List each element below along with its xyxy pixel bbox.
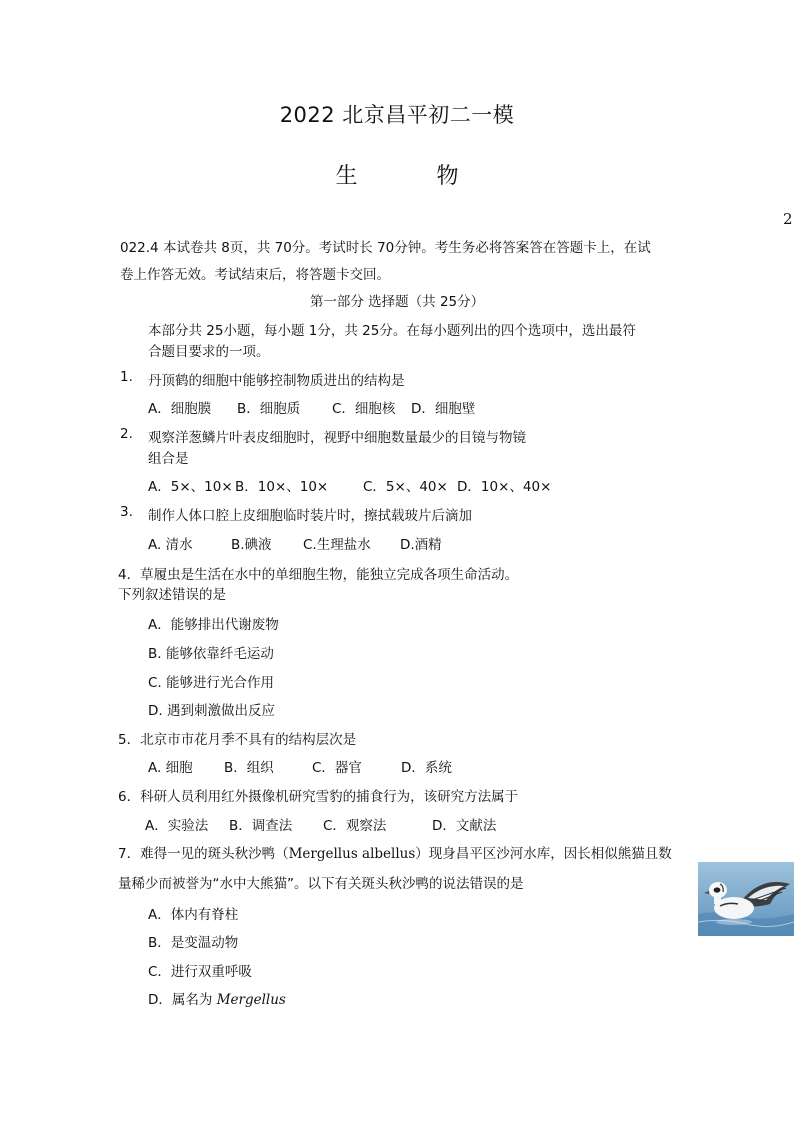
q7-latin-name: Mergellus albellus: [288, 846, 416, 862]
side-page-number: 2: [783, 210, 793, 228]
part1-heading: 第一部分 选择题（共 25分）: [309, 294, 485, 310]
q7-opt-b: B．是变温动物: [148, 935, 239, 951]
q6-stem: 6．科研人员利用红外摄像机研究雪豹的捕食行为，该研究方法属于: [118, 789, 519, 805]
q3-opt-c: C.生理盐水: [303, 537, 371, 553]
q4-opt-d: D. 遇到刺激做出反应: [148, 703, 275, 719]
q6-opt-d: D．文献法: [432, 818, 497, 834]
q7-stem-b: ）现身昌平区沙河水库，因长相似熊猫且数: [415, 846, 672, 862]
q7-stem-2: 量稀少而被誉为“水中大熊猫”。以下有关斑头秋沙鸭的说法错误的是: [118, 876, 524, 892]
q4-opt-a: A．能够排出代谢废物: [148, 617, 279, 633]
q1-opt-c: C．细胞核: [332, 401, 396, 417]
q4-stem: 4．草履虫是生活在水中的单细胞生物，能独立完成各项生命活动。: [118, 567, 519, 583]
q7-opt-a: A．体内有脊柱: [148, 907, 239, 923]
q3-opt-b: B.碘液: [231, 537, 272, 553]
q6-opt-b: B．调查法: [229, 818, 293, 834]
q5-opt-d: D．系统: [401, 760, 452, 776]
part1-desc-line-1: 本部分共 25小题，每小题 1分，共 25分。在每小题列出的四个选项中，选出最符: [148, 323, 636, 339]
q7-opt-d-latin: Mergellus: [216, 992, 286, 1008]
q4-opt-b: B. 能够依靠纤毛运动: [148, 646, 274, 662]
q7-opt-d-prefix: D．属名为: [148, 992, 213, 1008]
q2-number: 2.: [120, 426, 133, 442]
q2-opt-d: D．10×、40×: [457, 479, 552, 495]
q6-opt-a: A．实验法: [145, 818, 209, 834]
q7-opt-c: C．进行双重呼吸: [148, 964, 252, 980]
q1-opt-a: A．细胞膜: [148, 401, 212, 417]
q5-opt-b: B．组织: [224, 760, 274, 776]
q1-stem: 丹顶鹤的细胞中能够控制物质进出的结构是: [148, 373, 405, 389]
q3-stem: 制作人体口腔上皮细胞临时装片时，擦拭载玻片后滴加: [148, 508, 472, 524]
smew-duck-photo: [698, 862, 794, 936]
q5-opt-a: A. 细胞: [148, 760, 193, 776]
q3-opt-a: A. 清水: [148, 537, 193, 553]
q2-opt-c: C．5×、40×: [363, 479, 448, 495]
q7-stem-a: 7．难得一见的斑头秋沙鸭（: [118, 846, 289, 862]
subject-title: 生 物: [335, 164, 495, 189]
q1-opt-b: B．细胞质: [237, 401, 301, 417]
q5-stem: 5．北京市市花月季不具有的结构层次是: [118, 732, 357, 748]
q7-stem: [118, 842, 672, 862]
q2-stem: 观察洋葱鳞片叶表皮细胞时，视野中细胞数量最少的目镜与物镜: [148, 430, 526, 446]
q2-stem-2: 组合是: [148, 451, 189, 467]
q7-opt-d: [148, 988, 286, 1008]
q6-opt-c: C．观察法: [323, 818, 387, 834]
q2-opt-b: B．10×、10×: [235, 479, 329, 495]
part1-desc-line-2: 合题目要求的一项。: [148, 344, 270, 360]
q2-opt-a: A．5×、10×: [148, 479, 233, 495]
instructions-line-2: 卷上作答无效。考试结束后，将答题卡交回。: [120, 267, 390, 283]
q4-opt-c: C. 能够进行光合作用: [148, 675, 275, 691]
q5-opt-c: C．器官: [312, 760, 362, 776]
q3-opt-d: D.酒精: [400, 537, 442, 553]
instructions-line-1: 022.4 本试卷共 8页，共 70分。考试时长 70分钟。考生务必将答案答在答题卡上，在试: [120, 240, 651, 256]
q4-stem-2: 下列叙述错误的是: [118, 587, 226, 603]
q1-number: 1.: [120, 369, 133, 385]
smew-duck-illustration: [698, 862, 794, 936]
q3-number: 3.: [120, 504, 133, 520]
q1-opt-d: D．细胞壁: [411, 401, 476, 417]
page-title: 2022 北京昌平初二一模: [279, 103, 515, 127]
